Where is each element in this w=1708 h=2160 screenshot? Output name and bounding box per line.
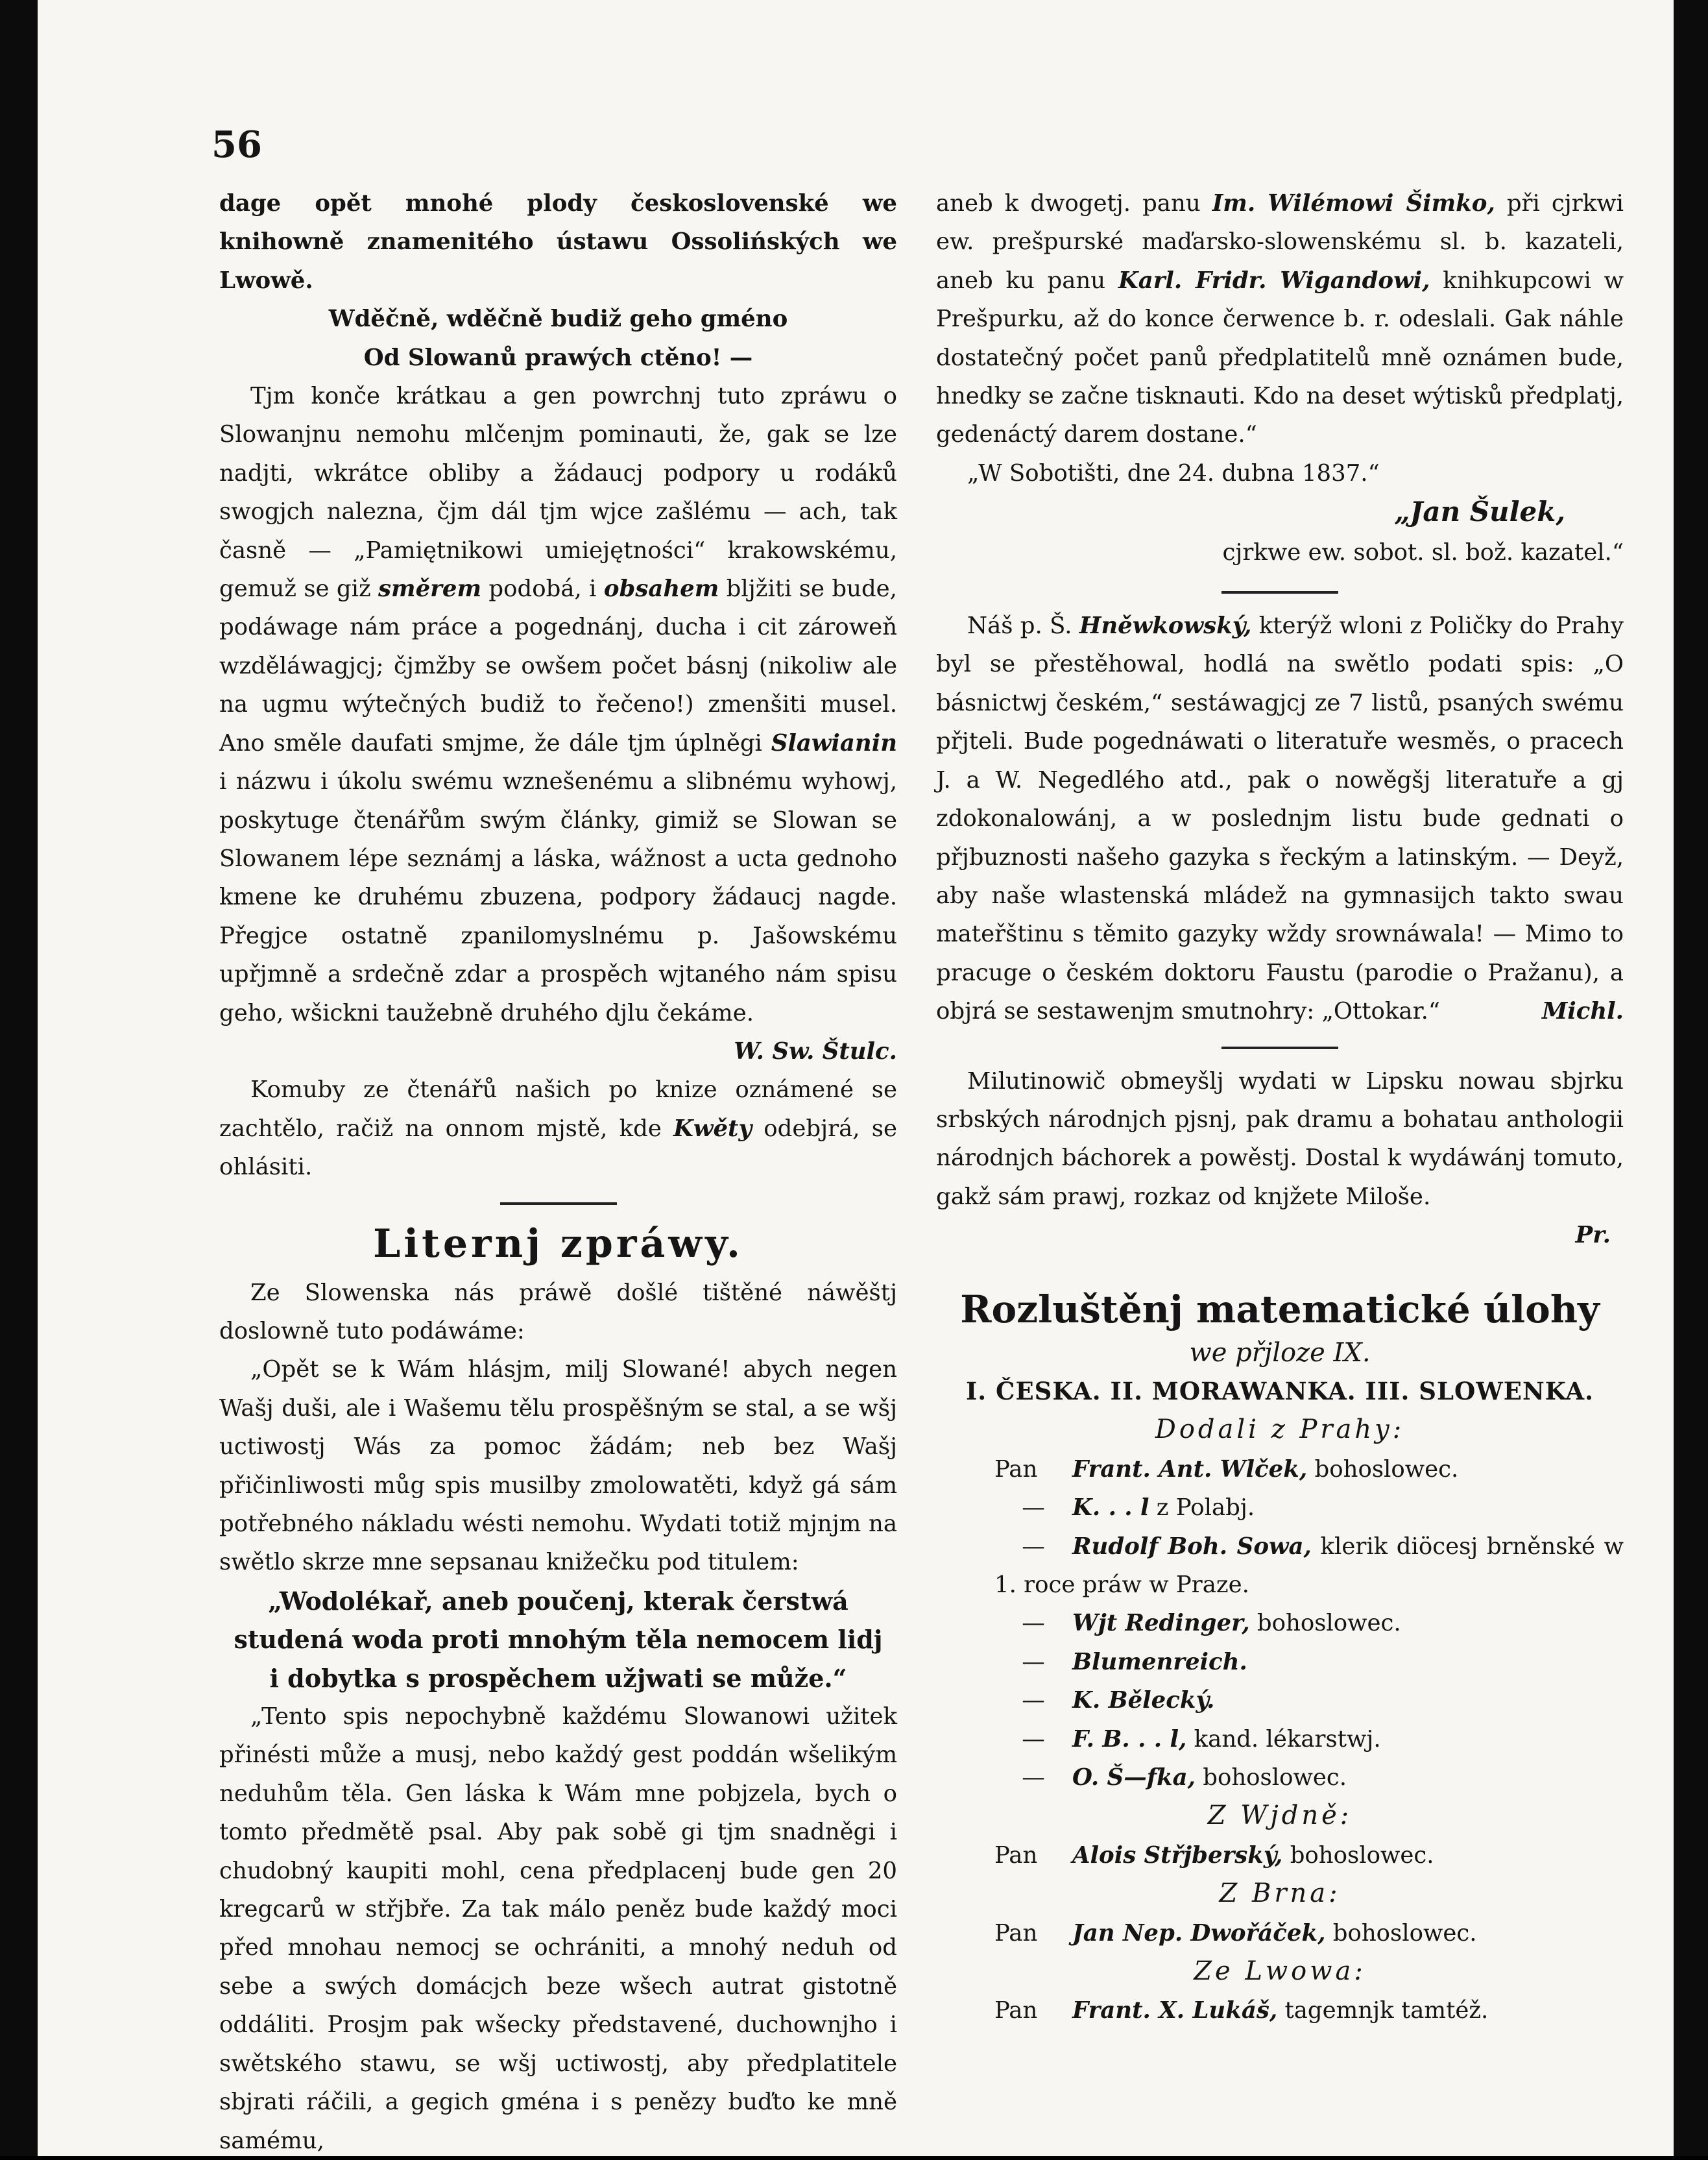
right-column	[936, 184, 1624, 2030]
page-number: 56	[211, 123, 262, 166]
contributor-lead: —	[1022, 1687, 1045, 1714]
left-paragraph-6: „Tento spis nepochybně každému Slowanowi užitek přinésti může a musj, nebo každý gest poddán wšelikým neduhům těla. Gen láska k Wám mne pobjzela, bych o tomto předmětě psal. Aby pak sobě gi tjm snadněgi i chudobný kaupiti mohl, cena předplacenj bude gen 20 kregcarů w střjbře. Za tak málo peněz bude každý moci před mnohau nemocj se ochrániti, a mnohý neduh od sebe a swých domácjch beze wšech autrat gistotně oddáliti. Prosjm pak wšecky představené, duchownjho i swětského stawu, se wšj uctiwostj, aby předplatitele sbjrati ráčili, a gegich gména i s penězy buďto ke mně samému,	[219, 1703, 897, 2154]
contributor-row	[936, 1604, 1624, 1642]
contributor-lead: —	[1022, 1648, 1045, 1675]
heading-text: Z Brna:	[1219, 1878, 1341, 1909]
right-paragraph-1	[936, 184, 1624, 454]
caps-heading: I. ČESKA. II. MORAWANKA. III. SLOWENKA.	[965, 1376, 1594, 1405]
italic-span: směrem	[378, 576, 482, 603]
contributor-detail: tagemnjk tamtéž.	[1277, 1997, 1489, 2024]
contributor-row	[936, 1836, 1624, 1875]
signature	[936, 1216, 1624, 1254]
contributor-row	[936, 1681, 1624, 1719]
text-span: Tjm konče krátkau a gen powrchnj tuto zpráwu o Slowanjnu nemohu mlčenjm pominauti, že, gak se lze nadjti, wkrátce obliby a žádaucj podpory u rodáků swogjch nalezna, čjm dál tjm wjce zašlému — ach, tak časně — „Pamiętnikowi umiejętności“ krakowskému, gemuž se giž	[219, 383, 897, 603]
text-span: aneb k dwogetj. panu	[936, 190, 1201, 217]
section-heading: Liternj zpráwy.	[373, 1220, 743, 1267]
section-divider	[1221, 591, 1338, 594]
contributor-name: O. Š—fka,	[1072, 1764, 1196, 1791]
italic-span: Hněwkowský,	[1079, 613, 1252, 640]
book-title: „Wodolékař, aneb poučenj, kterak čerstwá studená woda proti mnohým těla nemocem lidj i dobytka s prospěchem užjwati se může.“	[234, 1586, 883, 1693]
text-span: Komuby ze čtenářů našich po knize oznámené se zachtělo, račiž na onnom mjstě, kde	[219, 1076, 897, 1142]
contributor-detail: bohoslowec.	[1325, 1919, 1477, 1947]
contributor-name: Rudolf Boh. Sowa,	[1072, 1533, 1312, 1560]
contributor-lead: Pan	[994, 1455, 1038, 1483]
contributor-name: K. . . l	[1072, 1494, 1149, 1522]
contributor-name: F. B. . . l,	[1072, 1725, 1187, 1753]
text-span: bljžiti se bude, podáwage nám práce a pogednánj, ducha i cit zároweň wzděláwagjcj; čjmžby se owšem počet básnj (nikoliw ale na ugmu wýtečných budiž to řečeno!) zmenšiti musel. Ano směle daufati smjme, že dále tjm úplněgi	[219, 576, 897, 757]
section-divider	[500, 1202, 617, 1205]
contributor-lead: —	[1022, 1764, 1045, 1791]
italic-span: Karl. Fridr. Wigandowi,	[1118, 267, 1430, 294]
contributor-lead: Pan	[994, 1919, 1038, 1947]
heading-text: Z Wjdně:	[1207, 1801, 1353, 1831]
contributor-row	[936, 1450, 1624, 1488]
signature-text: „Jan Šulek,	[1394, 496, 1565, 528]
text-span: odebjrá, se ohlásiti.	[219, 1115, 897, 1181]
brno-list	[936, 1914, 1624, 1952]
right-paragraph-2	[936, 607, 1624, 1030]
vienna-list	[936, 1836, 1624, 1875]
text-span: Náš p. Š.	[967, 613, 1072, 640]
prague-heading	[936, 1411, 1624, 1450]
left-paragraph-1: dage opět mnohé plody československé we knihowně znamenitého ústawu Ossolińských we Lwowě.	[219, 190, 897, 294]
contributor-row	[936, 1720, 1624, 1758]
heading-text: Dodali z Prahy:	[1155, 1414, 1405, 1445]
contributor-name: Blumenreich.	[1072, 1648, 1247, 1675]
contributor-name: Jan Nep. Dwořáček,	[1072, 1919, 1326, 1947]
contributor-detail: kand. lékarstwj.	[1186, 1725, 1381, 1753]
contributor-name: Wjt Redinger,	[1072, 1610, 1250, 1637]
signature: Michl.	[1541, 998, 1624, 1025]
signature-title: cjrkwe ew. sobot. sl. bož. kazatel.“	[1222, 539, 1624, 566]
text-span: při cjrkwi ew. prešpurské maďarsko-slowenskému sl. b. kazateli, aneb ku panu	[936, 190, 1624, 294]
signature-name	[936, 492, 1624, 533]
section-heading: Rozluštěnj matematické úlohy	[960, 1287, 1600, 1331]
contributor-lead: —	[1022, 1494, 1045, 1522]
contributor-row	[936, 1758, 1624, 1797]
left-paragraph-4: Ze Slowenska nás práwě došlé tištěné náwěštj doslowně tuto podáwáme:	[219, 1279, 897, 1344]
contributor-detail: bohoslowec.	[1249, 1610, 1401, 1637]
left-paragraph-2	[219, 377, 897, 1065]
contributor-row	[936, 1488, 1624, 1527]
contributor-lead: —	[1022, 1610, 1045, 1637]
verse-line-2: Od Slowanů prawých ctěno! —	[363, 344, 753, 371]
contributor-lead: Pan	[994, 1997, 1038, 2024]
verse-line-1: Wděčně, wděčně budiž geho gméno	[328, 306, 788, 333]
contributor-name: Frant. Ant. Wlček,	[1072, 1455, 1308, 1483]
right-paragraph-3: Milutinowič obmeyšlj wydati w Lipsku nowau sbjrku srbských národnjch pjsnj, pak dramu a bohatau anthologii národnjch báchorek a powěstj. Dostal k wydáwánj tomuto, gakž sám prawj, rozkaz od knjžete Miloše.	[936, 1067, 1624, 1210]
contributor-name: Alois Střjberský,	[1072, 1841, 1283, 1869]
contributor-row	[936, 1527, 1624, 1605]
italic-span: obsahem	[603, 576, 719, 603]
date-line: „W Sobotišti, dne 24. dubna 1837.“	[967, 459, 1380, 487]
contributor-row	[936, 1991, 1624, 2030]
contributor-row	[936, 1643, 1624, 1681]
signature-text: Pr.	[1575, 1222, 1611, 1249]
contributor-detail: z Polabj.	[1149, 1494, 1255, 1522]
contributor-row	[936, 1914, 1624, 1952]
contributor-lead: —	[1022, 1533, 1045, 1560]
contributor-detail: bohoslowec.	[1307, 1455, 1459, 1483]
contributor-name: Frant. X. Lukáš,	[1072, 1997, 1278, 2024]
contributor-detail: bohoslowec.	[1282, 1841, 1434, 1869]
contributor-detail: klerik diöcesj brněnské w 1. roce práw w Praze.	[994, 1533, 1624, 1598]
section-divider	[1221, 1047, 1338, 1049]
heading-text: Ze Lwowa:	[1194, 1956, 1366, 1987]
left-paragraph-5: „Opět se k Wám hlásjm, milj Slowané! abych negen Wašj duši, ale i Wašemu tělu prospěšným se stal, a se wšj uctiwostj Wás za pomoc žádám; neb bez Wašj přičinliwosti můg spis musilby zmolowatěti, když gá sám potřebného nákladu wésti nemohu. Wydati totiž mjnjm na swětlo skrze mne sepsanau knižečku pod titulem:	[219, 1356, 897, 1576]
left-column	[219, 184, 897, 2160]
text-span: kterýž wloni z Poličky do Prahy byl se přestěhowal, hodlá na swětlo podati spis: „O básnictwj českém,“ sestáwagjcj ze 7 listů, psaných swému přjteli. Bude pogednáwati o literatuře wesměs, o pracech J. a W. Negedlého atd., pak o nowěgšj literatuře a gj zdokonalowánj, a w poslednjm listu bude gednati o přjbuznosti našeho gazyka s řeckým a latinským. — Deyž, aby naše wlastenská mládež na gymnasijch takto swau mateřštinu s těmito gazyky wždy srownáwala! — Mimo to pracuge o českém doktoru Faustu (parodie o Pražanu), a objrá se sestawenjm smutnohry: „Ottokar.“	[936, 613, 1624, 1025]
vienna-heading	[936, 1797, 1624, 1836]
prague-list	[936, 1450, 1624, 1797]
contributor-name: K. Bělecký.	[1072, 1687, 1215, 1714]
italic-span: Im. Wilémowi Šimko,	[1212, 190, 1495, 217]
text-span: i názwu i úkolu swému wznešenému a slibnému wyhowj, poskytuge čtenářům swým články, gimiž se Slowan se Slowanem lépe seznámj a láska, wážnost a ucta gednoho kmene ke druhému zbuzena, podpory žádaucj nagde. Přegjce ostatně zpanilomyslnému p. Jašowskému upřjmně a srdečně zdar a prospěch wjtaného nám spisu geho, wšickni taužebně druhého djlu čekáme.	[219, 768, 897, 1026]
signature: W. Sw. Štulc.	[734, 1038, 897, 1065]
text-span: knihkupcowi w Prešpurku, až do konce čerwence b. r. odeslali. Gak náhle dostatečný počet panů předplatitelů mně oznámen bude, hnedky se začne tisknauti. Kdo na deset wýtisků předplatj, gedenáctý darem dostane.“	[936, 267, 1624, 448]
italic-span: Kwěty	[673, 1115, 752, 1142]
page-sheet	[38, 0, 1674, 2156]
left-paragraph-3	[219, 1071, 897, 1186]
contributor-detail: bohoslowec.	[1195, 1764, 1347, 1791]
lwow-list	[936, 1991, 1624, 2030]
contributor-lead: —	[1022, 1725, 1045, 1753]
lwow-heading	[936, 1952, 1624, 1991]
brno-heading	[936, 1875, 1624, 1913]
italic-span: Slawianin	[771, 729, 897, 757]
contributor-lead: Pan	[994, 1841, 1038, 1869]
section-subheading: we přjloze IX.	[1189, 1337, 1371, 1368]
text-span: podobá, i	[488, 576, 597, 603]
